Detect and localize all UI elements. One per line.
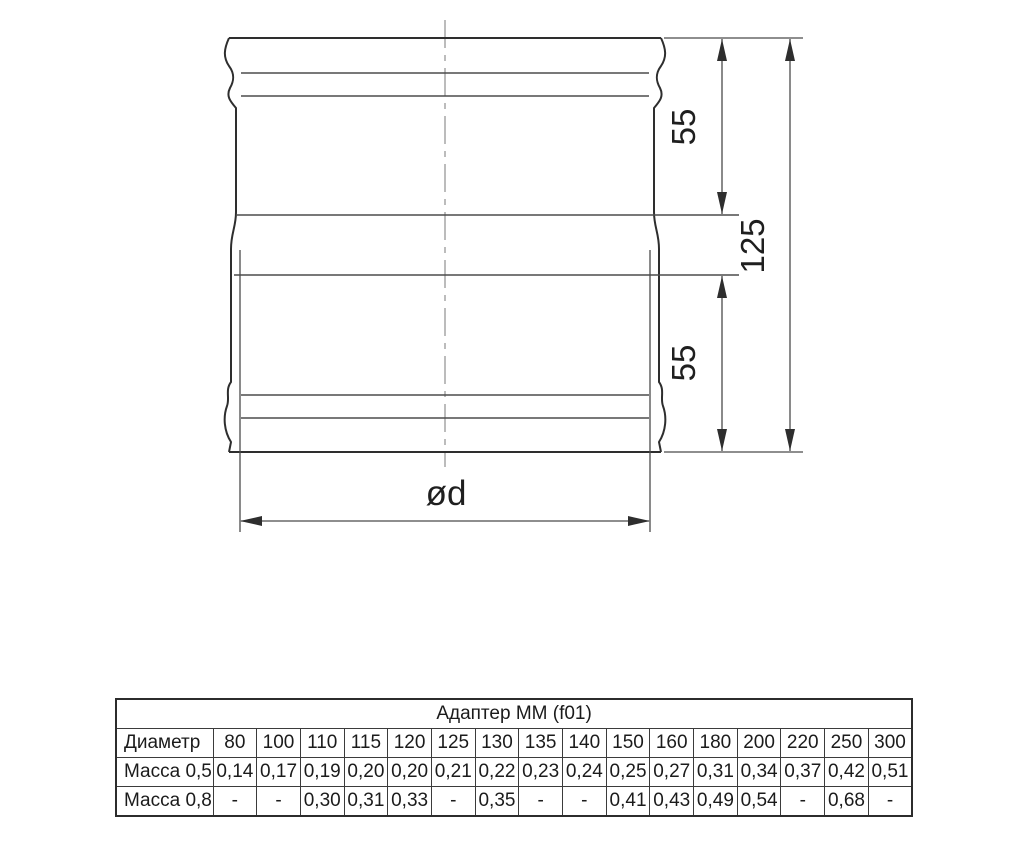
table-cell: 200 (737, 729, 781, 758)
table-cell: 110 (300, 729, 344, 758)
table-cell: 0,20 (388, 758, 432, 787)
body-left-edge (225, 38, 236, 452)
table-cell: 0,42 (825, 758, 869, 787)
arrow-down-icon (717, 429, 727, 451)
table-cell: 0,25 (606, 758, 650, 787)
table-cell: - (519, 787, 563, 817)
table-cell: 300 (868, 729, 912, 758)
row-header: Диаметр (116, 729, 213, 758)
table-cell: 160 (650, 729, 694, 758)
table-cell: 140 (563, 729, 607, 758)
table-cell: 0,14 (213, 758, 257, 787)
table-cell: 80 (213, 729, 257, 758)
table-cell: 0,22 (475, 758, 519, 787)
table-cell: 100 (257, 729, 301, 758)
table-cell: 0,68 (825, 787, 869, 817)
table-cell: 0,23 (519, 758, 563, 787)
table-cell: 0,24 (563, 758, 607, 787)
dim-label-bottom-55: 55 (665, 344, 702, 382)
table-row (116, 787, 912, 817)
table-cell: 125 (431, 729, 475, 758)
table-cell: 0,20 (344, 758, 388, 787)
arrow-down-icon (785, 429, 795, 451)
table-cell: 150 (606, 729, 650, 758)
arrow-up-icon (717, 276, 727, 298)
arrow-left-icon (240, 516, 262, 526)
table-cell: 0,31 (694, 758, 738, 787)
table-cell: 0,35 (475, 787, 519, 817)
table-cell: - (431, 787, 475, 817)
arrow-up-icon (717, 39, 727, 61)
table-cell: 0,21 (431, 758, 475, 787)
table-cell: 180 (694, 729, 738, 758)
table-cell: 0,27 (650, 758, 694, 787)
table-cell: 130 (475, 729, 519, 758)
table-cell: 0,31 (344, 787, 388, 817)
table-cell: - (213, 787, 257, 817)
table-cell: 0,41 (606, 787, 650, 817)
table-cell: 135 (519, 729, 563, 758)
table-cell: 120 (388, 729, 432, 758)
arrow-right-icon (628, 516, 650, 526)
table-cell: 0,51 (868, 758, 912, 787)
table-cell: 0,37 (781, 758, 825, 787)
table-cell: 0,19 (300, 758, 344, 787)
table-cell: - (781, 787, 825, 817)
table-cell: 0,54 (737, 787, 781, 817)
table-cell: 0,17 (257, 758, 301, 787)
row-header: Масса 0,5 (116, 758, 213, 787)
dim-label-top-55: 55 (665, 108, 702, 146)
dim-label-diameter: ød (425, 474, 467, 513)
table-cell: - (868, 787, 912, 817)
arrow-down-icon (717, 192, 727, 214)
row-header: Масса 0,8 (116, 787, 213, 817)
dim-label-overall-125: 125 (734, 218, 771, 274)
spec-table (115, 698, 913, 817)
arrow-up-icon (785, 39, 795, 61)
table-cell: 250 (825, 729, 869, 758)
table-row (116, 729, 912, 758)
table-cell: 0,34 (737, 758, 781, 787)
table-row (116, 758, 912, 787)
table-title-row (116, 699, 912, 729)
table-cell: 0,30 (300, 787, 344, 817)
table-cell: 0,49 (694, 787, 738, 817)
table-title: Адаптер ММ (f01) (116, 699, 912, 729)
table-cell: 0,33 (388, 787, 432, 817)
table-cell: 0,43 (650, 787, 694, 817)
body-right-edge (654, 38, 665, 452)
spec-table-body (116, 699, 912, 816)
table-cell: 115 (344, 729, 388, 758)
table-cell: - (563, 787, 607, 817)
table-cell: - (257, 787, 301, 817)
table-cell: 220 (781, 729, 825, 758)
